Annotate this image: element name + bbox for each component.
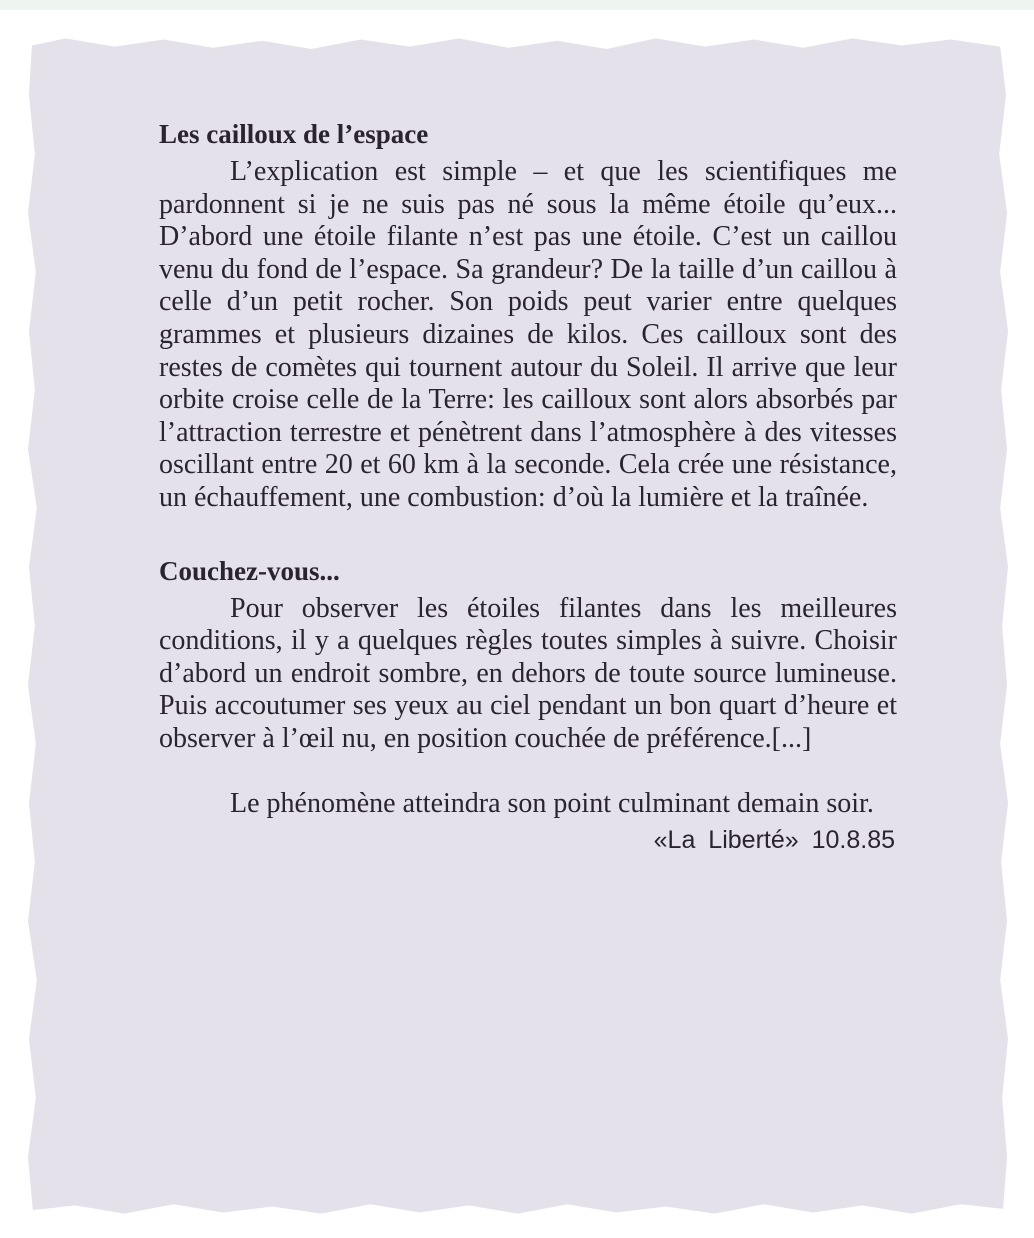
paragraph-phenomene: Le phénomène atteindra son point culminant demain soir. — [230, 787, 874, 819]
top-edge-strip — [0, 0, 1034, 10]
article — [159, 116, 897, 856]
paragraph-explication: L’explication est simple – et que les scientifiques me pardonnent si je ne suis pas né sous la même étoile qu’eux... D’abord une étoile filante n’est pas une étoile. C’est un caillou venu du fond de l’espace. Sa grandeur? De la taille d’un caillou à celle d’un petit rocher. Son poids peut varier entre quelques grammes et plusieurs dizaines de kilos. Ces cailloux sont des restes de comètes qui tournent autour du Soleil. Il arrive que leur orbite croise celle de la Terre: les cailloux sont alors absorbés par l’attraction terrestre et pénètrent dans l’atmosphère à des vitesses oscillant entre 20 et 60 km à la seconde. Cela crée une résistance, un échauffement, une combustion: d’où la lumière et la traînée. — [159, 156, 897, 513]
heading-couchez-vous: Couchez-vous... — [159, 555, 340, 586]
heading-cailloux: Les cailloux de l’espace — [159, 119, 429, 149]
source-citation: «La Liberté» 10.8.85 — [653, 826, 895, 855]
paragraph-observer: Pour observer les étoiles filantes dans les meilleures conditions, il y a quelques règles toutes simples à suivre. Choisir d’abord un endroit sombre, en dehors de toute source lumineuse. Puis accoutumer ses yeux au ciel pendant un bon quart d’heure et observer à l’œil nu, en position couchée de préférence.[...] — [159, 592, 897, 754]
section-cailloux — [159, 116, 897, 515]
section-couchez-vous — [159, 553, 897, 821]
